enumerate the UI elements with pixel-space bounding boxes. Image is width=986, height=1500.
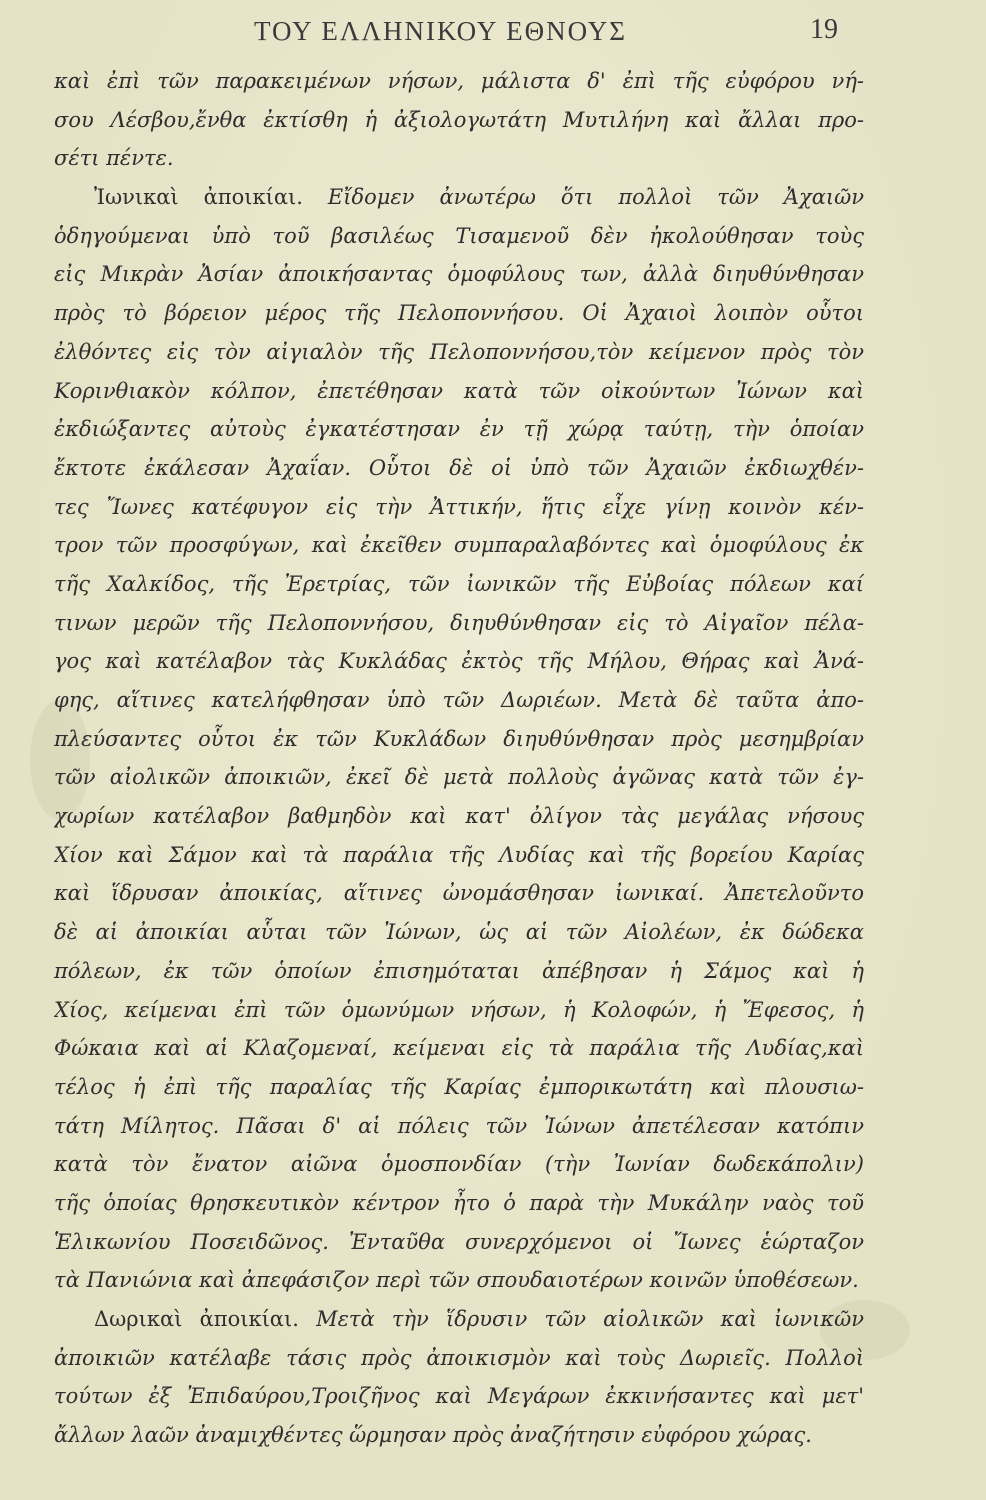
text-line [54, 1223, 864, 1262]
text-line [54, 294, 864, 333]
line-text: τῶν αἰολικῶν ἀποικιῶν, ἐκεῖ δὲ μετὰ πολλοὺς ἀγῶνας κατὰ τῶν ἐγ- [54, 765, 864, 790]
text-line [54, 604, 864, 643]
text-line [54, 913, 864, 952]
line-text: καὶ ἵδρυσαν ἀποικίας, αἵτινες ὠνομάσθησαν ἰωνικαί. Ἀπετελοῦντο [54, 881, 864, 906]
line-text: Μετὰ τὴν ἵδρυσιν τῶν αἰολικῶν καὶ ἰωνικῶν [298, 1307, 864, 1331]
text-line [54, 1300, 864, 1339]
text-line [54, 1068, 864, 1107]
text-line [54, 217, 864, 256]
text-line [54, 1261, 864, 1300]
section-heading: Ἰωνικαὶ ἀποικίαι. [94, 185, 303, 210]
line-text: πλεύσαντες οὗτοι ἐκ τῶν Κυκλάδων διηυθύνθησαν πρὸς μεσημβρίαν [54, 726, 864, 751]
line-text: ἔκτοτε ἐκάλεσαν Ἀχαΐαν. Οὗτοι δὲ οἱ ὑπὸ τῶν Ἀχαιῶν ἐκδιωχθέν- [54, 455, 864, 480]
text-line [54, 178, 864, 217]
line-text: ἐκδιώξαντες αὐτοὺς ἐγκατέστησαν ἐν τῇ χώρᾳ ταύτῃ, τὴν ὁποίαν [54, 417, 864, 442]
line-text: Ἑλικωνίου Ποσειδῶνος. Ἐνταῦθα συνερχόμενοι οἱ Ἴωνες ἑώρταζον [54, 1229, 864, 1254]
line-text: τῆς Χαλκίδος, τῆς Ἐρετρίας, τῶν ἰωνικῶν τῆς Εὐβοίας πόλεων καί [54, 571, 864, 596]
text-line [54, 449, 864, 488]
line-text: Χίον καὶ Σάμον καὶ τὰ παράλια τῆς Λυδίας καὶ τῆς βορείου Καρίας [54, 842, 864, 867]
text-line [54, 139, 864, 178]
text-line [54, 1416, 864, 1455]
text-line [54, 526, 864, 565]
line-text: ἀποικιῶν κατέλαβε τάσις πρὸς ἀποικισμὸν καὶ τοὺς Δωριεῖς. Πολλοὶ [54, 1345, 864, 1370]
text-line [54, 372, 864, 411]
line-text: φης, αἵτινες κατελήφθησαν ὑπὸ τῶν Δωριέων. Μετὰ δὲ ταῦτα ἀπο- [54, 688, 864, 712]
line-text: ὁδηγούμεναι ὑπὸ τοῦ βασιλέως Τισαμενοῦ δὲν ἠκολούθησαν τοὺς [54, 223, 864, 248]
line-text: Κορινθιακὸν κόλπον, ἐπετέθησαν κατὰ τῶν οἰκούντων Ἰώνων καὶ [54, 378, 864, 403]
text-line [54, 1339, 864, 1378]
text-line [54, 642, 864, 681]
text-line [54, 1107, 864, 1146]
running-head [0, 14, 986, 54]
text-line [54, 874, 864, 913]
line-text: τινων μερῶν τῆς Πελοποννήσου, διηυθύνθησαν εἰς τὸ Αἰγαῖον πέλα- [54, 610, 864, 635]
line-text: κατὰ τὸν ἔνατον αἰῶνα ὁμοσπονδίαν (τὴν Ἰωνίαν δωδεκάπολιν) [54, 1152, 864, 1177]
text-line [54, 758, 864, 797]
text-line [54, 488, 864, 527]
line-text: πόλεων, ἐκ τῶν ὁποίων ἐπισημόταται ἀπέβησαν ἡ Σάμος καὶ ἡ [54, 958, 864, 983]
page-number: 19 [810, 14, 838, 45]
line-text: τάτη Μίλητος. Πᾶσαι δ' αἱ πόλεις τῶν Ἰώνων ἀπετέλεσαν κατόπιν [54, 1113, 864, 1138]
text-line [54, 836, 864, 875]
body-text [54, 62, 864, 1455]
line-text: τούτων ἐξ Ἐπιδαύρου,Τροιζῆνος καὶ Μεγάρων ἐκκινήσαντες καὶ μετ' [54, 1384, 864, 1409]
section-heading: Δωρικαὶ ἀποικίαι. [94, 1307, 299, 1331]
line-text: Εἴδομεν ἀνωτέρω ὅτι πολλοὶ τῶν Ἀχαιῶν [302, 185, 864, 210]
text-line [54, 681, 864, 720]
text-line [54, 991, 864, 1030]
line-text: τέλος ἡ ἐπὶ τῆς παραλίας τῆς Καρίας ἐμπορικωτάτη καὶ πλουσιω- [54, 1074, 864, 1099]
text-line [54, 255, 864, 294]
text-line [54, 1029, 864, 1068]
line-text: σέτι πέντε. [54, 146, 174, 171]
line-text: γος καὶ κατέλαβον τὰς Κυκλάδας ἐκτὸς τῆς Μήλου, Θήρας καὶ Ἀνά- [54, 649, 864, 674]
line-text: τρον τῶν προσφύγων, καὶ ἐκεῖθεν συμπαραλαβόντες καὶ ὁμοφύλους ἐκ [54, 533, 864, 558]
line-text: Φώκαια καὶ αἱ Κλαζομεναί, κείμεναι εἰς τὰ παράλια τῆς Λυδίας,καὶ [54, 1036, 864, 1061]
line-text: Χίος, κείμεναι ἐπὶ τῶν ὁμωνύμων νήσων, ἡ Κολοφών, ἡ Ἔφεσος, ἡ [54, 997, 864, 1022]
line-text: πρὸς τὸ βόρειον μέρος τῆς Πελοποννήσου. Οἱ Ἀχαιοὶ λοιπὸν οὗτοι [54, 301, 864, 326]
line-text: σου Λέσβου,ἔνθα ἐκτίσθη ἡ ἀξιολογωτάτη Μυτιλήνη καὶ ἄλλαι προ- [54, 107, 864, 132]
line-text: ἐλθόντες εἰς τὸν αἰγιαλὸν τῆς Πελοποννήσου,τὸν κείμενον πρὸς τὸν [54, 339, 864, 364]
line-text: τῆς ὁποίας θρησκευτικὸν κέντρον ἦτο ὁ παρὰ τὴν Μυκάλην ναὸς τοῦ [54, 1190, 864, 1215]
line-text: τὰ Πανιώνια καὶ ἀπεφάσιζον περὶ τῶν σπουδαιοτέρων κοινῶν ὑποθέσεων. [54, 1268, 859, 1293]
line-text: τες Ἴωνες κατέφυγον εἰς τὴν Ἀττικήν, ἥτις εἶχε γίνῃ κοινὸν κέν- [54, 494, 864, 519]
line-text: ἄλλων λαῶν ἀναμιχθέντες ὥρμησαν πρὸς ἀναζήτησιν εὐφόρου χώρας. [54, 1423, 812, 1448]
text-line [54, 797, 864, 836]
text-line [54, 1145, 864, 1184]
text-line [54, 1377, 864, 1416]
line-text: εἰς Μικρὰν Ἀσίαν ἀποικήσαντας ὁμοφύλους των, ἀλλὰ διηυθύνθησαν [54, 262, 864, 287]
text-line [54, 952, 864, 991]
text-line [54, 101, 864, 140]
line-text: δὲ αἱ ἀποικίαι αὗται τῶν Ἰώνων, ὡς αἱ τῶν Αἰολέων, ἐκ δώδεκα [54, 920, 864, 945]
text-line [54, 720, 864, 759]
line-text: χωρίων κατέλαβον βαθμηδὸν καὶ κατ' ὀλίγον τὰς μεγάλας νήσους [54, 804, 864, 829]
text-line [54, 333, 864, 372]
text-line [54, 565, 864, 604]
text-line [54, 62, 864, 101]
line-text: καὶ ἐπὶ τῶν παρακειμένων νήσων, μάλιστα δ' ἐπὶ τῆς εὐφόρου νή- [54, 69, 864, 93]
text-line [54, 1184, 864, 1223]
running-title: ΤΟΥ ΕΛΛΗΝΙΚΟΥ ΕΘΝΟΥΣ [254, 16, 627, 46]
text-line [54, 410, 864, 449]
